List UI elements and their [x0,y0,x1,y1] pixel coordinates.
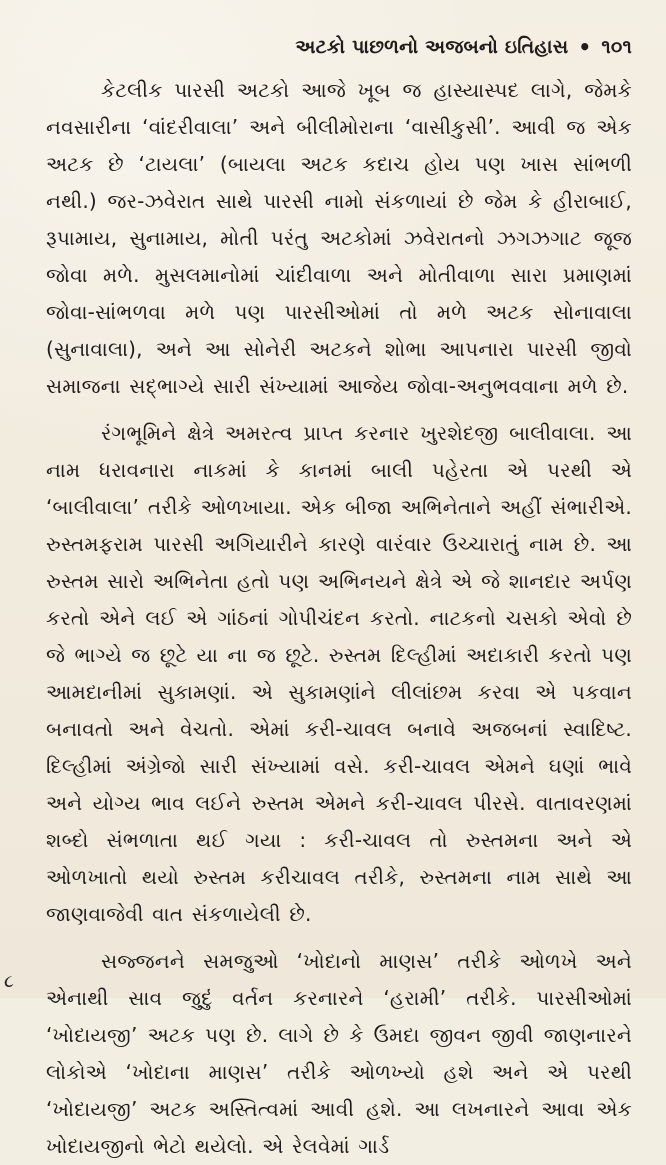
header-bullet: • [578,35,592,59]
page-content [46,72,632,1165]
paragraph-1: કેટલીક પારસી અટકો આજે ખૂબ જ હાસ્યાસ્પદ લાગે, જેમકે નવસારીના ‘વાંદરીવાલા’ અને બીલીમોરાના ‘વાસીકુસી’. આવી જ એક અટક છે ‘ટાયલા’ (બાયલા અટક કદાચ હોય પણ ખાસ સાંભળી નથી.) જર-ઝવેરાત સાથે પારસી નામો સંકળાયાં છે જેમ કે હીરાબાઈ, રૂપામાય, સુનામાય, મોતી પરંતુ અટકોમાં ઝવેરાતનો ઝગઝગાટ જૂજ જોવા મળે. મુસલમાનોમાં ચાંદીવાળા અને મોતીવાળા સારા પ્રમાણમાં જોવા-સાંભળવા મળે પણ પારસીઓમાં તો મળે અટક સોનાવાલા (સુનાવાલા), અને આ સોનેરી અટકને શોભા આપનારા પારસી જીવો સમાજના સદ્‌ભાગ્યે સારી સંખ્યામાં આજેય જોવા-અનુભવવાના મળે છે. [46,78,632,398]
paragraph-2: રંગભૂમિને ક્ષેત્રે અમરત્વ પ્રાપ્ત કરનાર ખુરશેદજી બાલીવાલા. આ નામ ધરાવનારા નાકમાં કે કાનમાં બાલી પહેરતા એ પરથી એ ‘બાલીવાલા’ તરીકે ઓળખાયા. એક બીજા અભિનેતાને અહીં સંભારીએ. રુસ્તમફરામ પારસી અગિયારીને કારણે વારંવાર ઉચ્ચારાતું નામ છે. આ રુસ્તમ સારો અભિનેતા હતો પણ અભિનયને ક્ષેત્રે એ જે શાનદાર અર્પણ કરતો એને લઈ એ ગાંઠનાં ગોપીચંદન કરતો. નાટકનો ચસકો એવો છે જે ભાગ્યે જ છૂટે યા ના જ છૂટે. રુસ્તમ દિલ્હીમાં અદાકારી કરતો પણ આમદાનીમાં સુકામણાં. એ સુકામણાંને લીલાંછમ કરવા એ પકવાન બનાવતો અને વેચતો. એમાં કરી-ચાવલ બનાવે અજબનાં સ્વાદિષ્ટ. દિલ્હીમાં અંગ્રેજો સારી સંખ્યામાં વસે. કરી-ચાવલ એમને ઘણાં ભાવે અને યોગ્ય ભાવ લઈને રુસ્તમ એમને કરી-ચાવલ પીરસે. વાતાવરણમાં શબ્દો સંભળાતા થઈ ગયા : કરી-ચાવલ તો રુસ્તમના અને એ ઓળખાતો થયો રુસ્તમ કરીચાવલ તરીકે, રુસ્તમના નામ સાથે આ જાણવાજેવી વાત સંકળાયેલી છે. [46,421,632,926]
page-number: ૧૦૧ [601,36,632,58]
page-header [46,36,632,58]
paragraph-3: સજ્જનને સમજુઓ ‘ખોદાનો માણસ’ તરીકે ઓળખે અને એનાથી સાવ જુદું વર્તન કરનારને ‘હરામી’ તરીકે. પારસીઓમાં ‘ખોદાયજી’ અટક પણ છે. લાગે છે કે ઉમદા જીવન જીવી જાણનારને લોકોએ ‘ખોદાના માણસ’ તરીકે ઓળખ્યો હશે અને એ પરથી ‘ખોદાયજી’ અટક અસ્તિત્વમાં આવી હશે. આ લખનારને આવા એક ખોદાયજીનો ભેટો થયેલો. એ રેલવેમાં ગાર્ડ [46,949,632,1158]
running-title: અટકો પાછળનો અજબનો ઇતિહાસ [295,36,569,58]
footer-mark: ૮ [4,971,14,992]
